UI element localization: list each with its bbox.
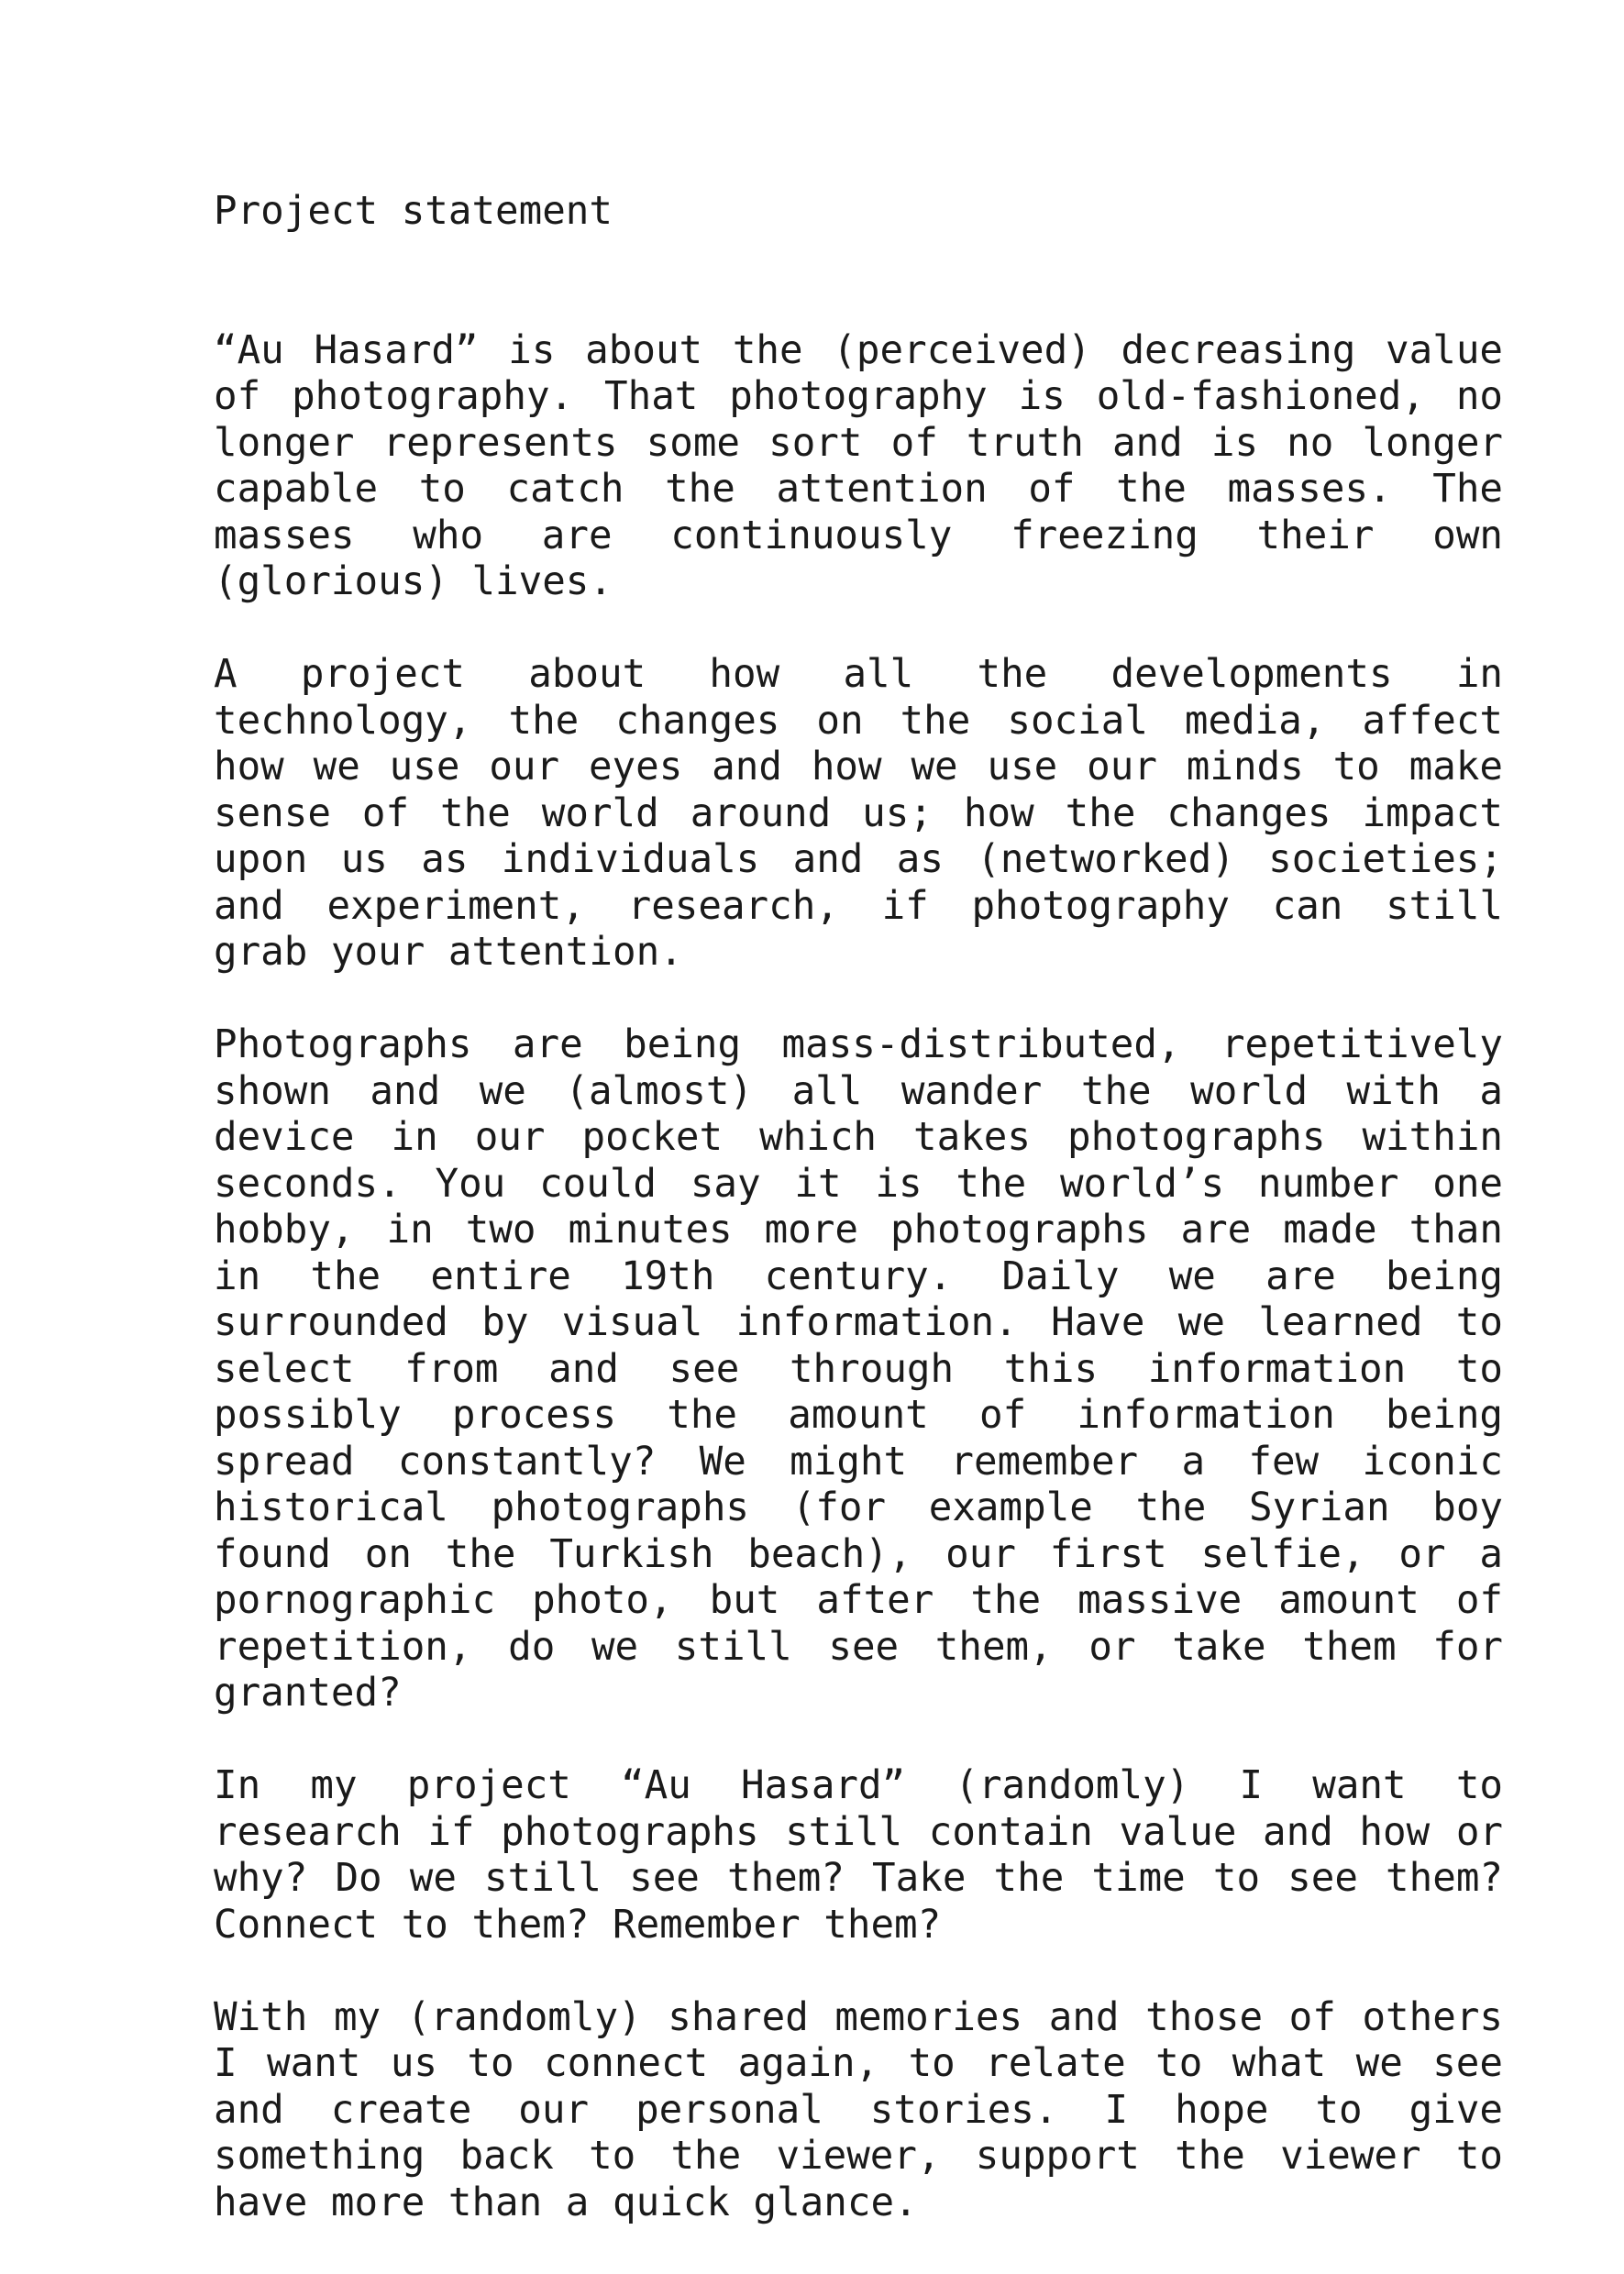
statement-text-block — [214, 189, 1503, 2226]
paragraph-research-question: In my project “Au Hasard” (randomly) I want to research if photographs still contain value and how or why? Do we still see them? Take the time to see them? Connect to them? Remember them? — [214, 1763, 1503, 1948]
paragraph-intro: “Au Hasard” is about the (perceived) decreasing value of photography. That photography is old-fashioned, no longer represents some sort of truth and is no longer capable to catch the attention of the masses. The masses who are continuously freezing their own (glorious) lives. — [214, 327, 1503, 604]
paragraph-mass-distribution: Photographs are being mass-distributed, repetitively shown and we (almost) all wander the world with a device in our pocket which takes photographs within seconds. You could say it is the world’s number one hobby, in two minutes more photographs are made than in the entire 19th century. Daily we are being surrounded by visual information. Have we learned to select from and see through this information to possibly process the amount of information being spread constantly? We might remember a few iconic historical photographs (for example the Syrian boy found on the Turkish beach), our first selfie, or a pornographic photo, but after the massive amount of repetition, do we still see them, or take them for granted? — [214, 1022, 1503, 1716]
document-title: Project statement — [214, 189, 613, 234]
paragraph-technology: A project about how all the developments in technology, the changes on the social media, affect how we use our eyes and how we use our minds to make sense of the world around us; how the changes impact upon us as individuals and as (networked) societies; and experiment, research, if photography can still grab your attention. — [214, 652, 1503, 975]
paragraph-shared-memories: With my (randomly) shared memories and those of others I want us to connect again, to relate to what we see and create our personal stories. I hope to give something back to the viewer, support the viewer to have more than a quick glance. — [214, 1994, 1503, 2225]
